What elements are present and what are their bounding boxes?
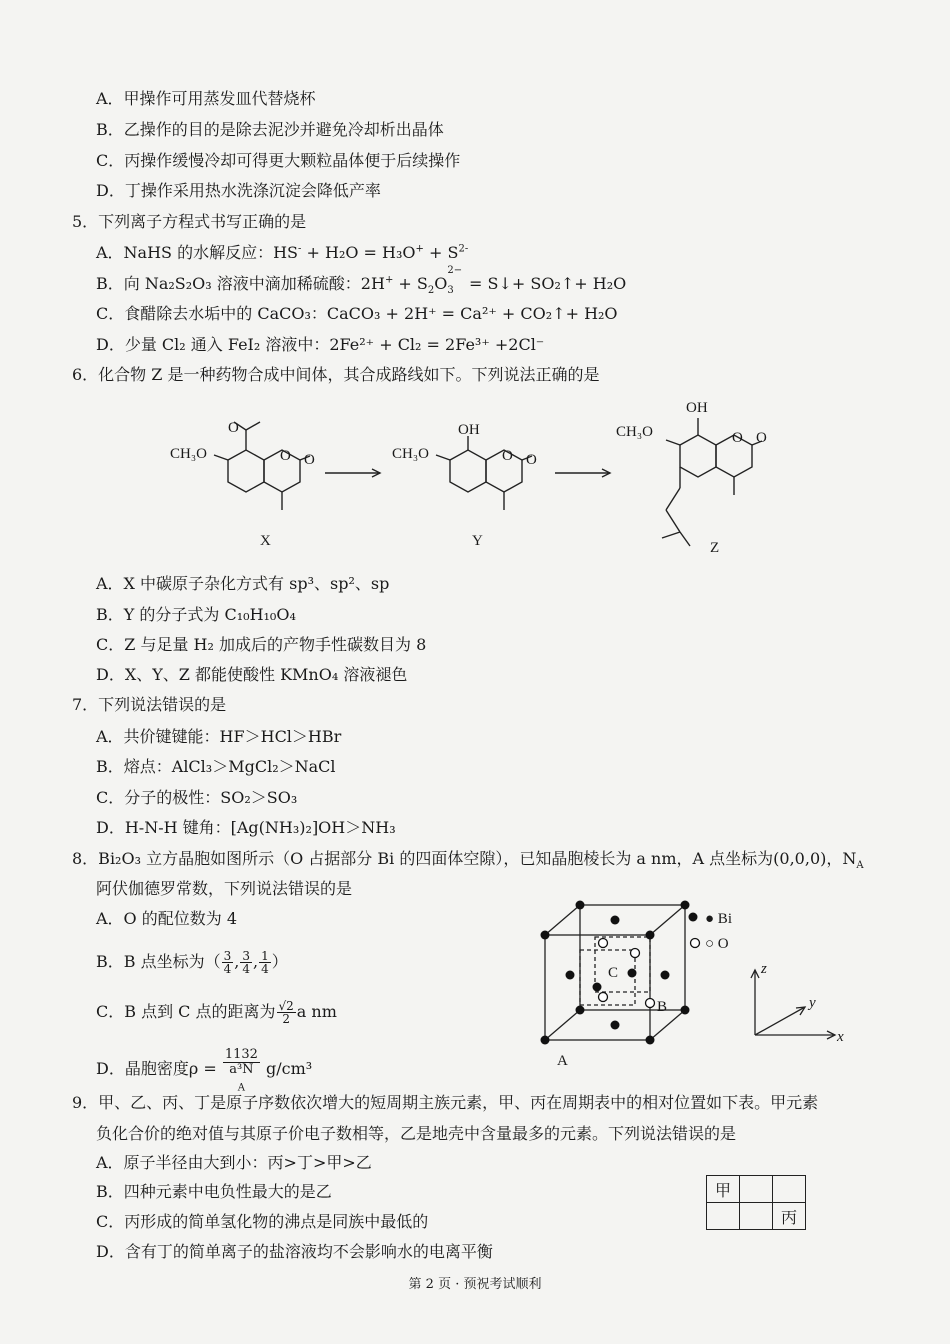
- q8-stem-line2: 阿伏伽德罗常数，下列说法错误的是: [96, 879, 353, 898]
- q8-stem-line1: 8．Bi₂O₃ 立方晶胞如图所示（O 占据部分 Bi 的四面体空隙），已知晶胞棱长为 a nm，A 点坐标为(0,0,0)，$N_A$: [72, 849, 864, 872]
- q9-option-a: A．原子半径由大到小：丙>丁>甲>乙: [96, 1153, 372, 1172]
- q8-option-c: C．B 点到 C 点的距离为 $\frac{√2}{2}$ a nm: [96, 999, 337, 1026]
- q7-option-a: A．共价键键能：HF＞HCl＞HBr: [96, 727, 342, 746]
- q9-option-d: D．含有丁的简单离子的盐溶液均不会影响水的电离平衡: [96, 1242, 493, 1261]
- label-x: X: [260, 533, 271, 549]
- q5-option-b: B．向 Na₂S₂O₃ 溶液中滴加稀硫酸：$2H^+ + S_2O_3$ 2− = S↓+ SO₂↑+ H₂O: [96, 265, 627, 297]
- point-b-label: B: [657, 999, 668, 1015]
- q8-option-d: D．晶胞密度ρ = 1132 a³N $_A$ g/cm³: [96, 1047, 313, 1094]
- cell-empty: [740, 1203, 773, 1230]
- q6-option-b: B．Y 的分子式为 C₁₀H₁₀O₄: [96, 605, 296, 624]
- q5-stem: 5．下列离子方程式书写正确的是: [72, 212, 307, 231]
- cell-jia: 甲: [707, 1176, 740, 1203]
- legend-bi: ● Bi: [705, 911, 732, 927]
- q7-option-b: B．熔点：AlCl₃＞MgCl₂＞NaCl: [96, 757, 336, 776]
- q5-option-a: A．NaHS 的水解反应：$HS^- + H_2O = H_3O^+ + S^{2-}$: [96, 243, 469, 262]
- x-lactone-o-label: O: [280, 448, 291, 464]
- legend-o: ○ O: [705, 936, 729, 952]
- axis-y-label: y: [809, 995, 816, 1011]
- q7-option-c: C．分子的极性：SO₂＞SO₃: [96, 788, 298, 807]
- point-c-label: C: [608, 965, 619, 981]
- axis-x-label: x: [837, 1029, 844, 1045]
- q4-option-a: A．甲操作可用蒸发皿代替烧杯: [96, 89, 316, 108]
- cell-bing: 丙: [773, 1203, 806, 1230]
- y-carbonyl-o-label: O: [526, 452, 537, 468]
- q7-stem: 7．下列说法错误的是: [72, 695, 227, 714]
- q6-stem: 6．化合物 Z 是一种药物合成中间体，其合成路线如下。下列说法正确的是: [72, 365, 600, 384]
- z-ch3o-label: CH₃O: [616, 424, 653, 440]
- point-a-label: A: [557, 1053, 568, 1069]
- q4-option-d: D．丁操作采用热水洗涤沉淀会降低产率: [96, 181, 381, 200]
- q9-option-c: C．丙形成的简单氢化物的沸点是同族中最低的: [96, 1212, 429, 1231]
- q4-option-b: B．乙操作的目的是除去泥沙并避免冷却析出晶体: [96, 120, 444, 139]
- y-oh-label: OH: [458, 422, 480, 438]
- q5-option-c: C．食醋除去水垢中的 CaCO₃：CaCO₃ + 2H⁺ = Ca²⁺ + CO₂↑+ H₂O: [96, 304, 618, 323]
- x-ketone-o-label: O: [228, 420, 239, 436]
- synthesis-route-diagram: [150, 400, 790, 570]
- q7-option-d: D．H-N-H 键角：[Ag(NH₃)₂]OH＞NH₃: [96, 818, 396, 837]
- z-carbonyl-o-label: O: [756, 430, 767, 446]
- cell-empty: [773, 1176, 806, 1203]
- q6-option-d: D．X、Y、Z 都能使酸性 KMnO₄ 溶液褪色: [96, 665, 408, 684]
- cell-empty: [740, 1176, 773, 1203]
- cell-empty: [707, 1203, 740, 1230]
- q6-option-c: C．Z 与足量 H₂ 加成后的产物手性碳数目为 8: [96, 635, 427, 654]
- y-lactone-o-label: O: [502, 448, 513, 464]
- q8-option-a: A．O 的配位数为 4: [96, 909, 238, 928]
- label-z: Z: [710, 540, 720, 556]
- q9-stem-line1: 9．甲、乙、丙、丁是原子序数依次增大的短周期主族元素，甲、丙在周期表中的相对位置如下表。甲元素: [72, 1093, 819, 1112]
- x-carbonyl-o-label: O: [304, 452, 315, 468]
- x-ch3o-label: CH₃O: [170, 446, 207, 462]
- axis-z-label: z: [761, 961, 767, 977]
- q5-option-d: D．少量 Cl₂ 通入 FeI₂ 溶液中：2Fe²⁺ + Cl₂ = 2Fe³⁺ +2Cl⁻: [96, 335, 545, 354]
- z-lactone-o-label: O: [732, 430, 743, 446]
- z-oh-label: OH: [686, 400, 708, 416]
- page-footer: 第 2 页 · 预祝考试顺利: [408, 1277, 542, 1292]
- unit-cell-diagram: [535, 895, 865, 1070]
- y-ch3o-label: CH₃O: [392, 446, 429, 462]
- periodic-position-table: [706, 1175, 806, 1230]
- label-y: Y: [472, 533, 483, 549]
- q8-option-b: B．B 点坐标为（ $\frac{3}{4}$ , $\frac{3}{4}$ , $\frac{1}{4}$ ）: [96, 949, 288, 976]
- q6-option-a: A．X 中碳原子杂化方式有 sp³、sp²、sp: [96, 574, 390, 593]
- q9-option-b: B．四种元素中电负性最大的是乙: [96, 1182, 332, 1201]
- q9-stem-line2: 负化合价的绝对值与其原子价电子数相等，乙是地壳中含量最多的元素。下列说法错误的是: [96, 1124, 737, 1143]
- q4-option-c: C．丙操作缓慢冷却可得更大颗粒晶体便于后续操作: [96, 151, 461, 170]
